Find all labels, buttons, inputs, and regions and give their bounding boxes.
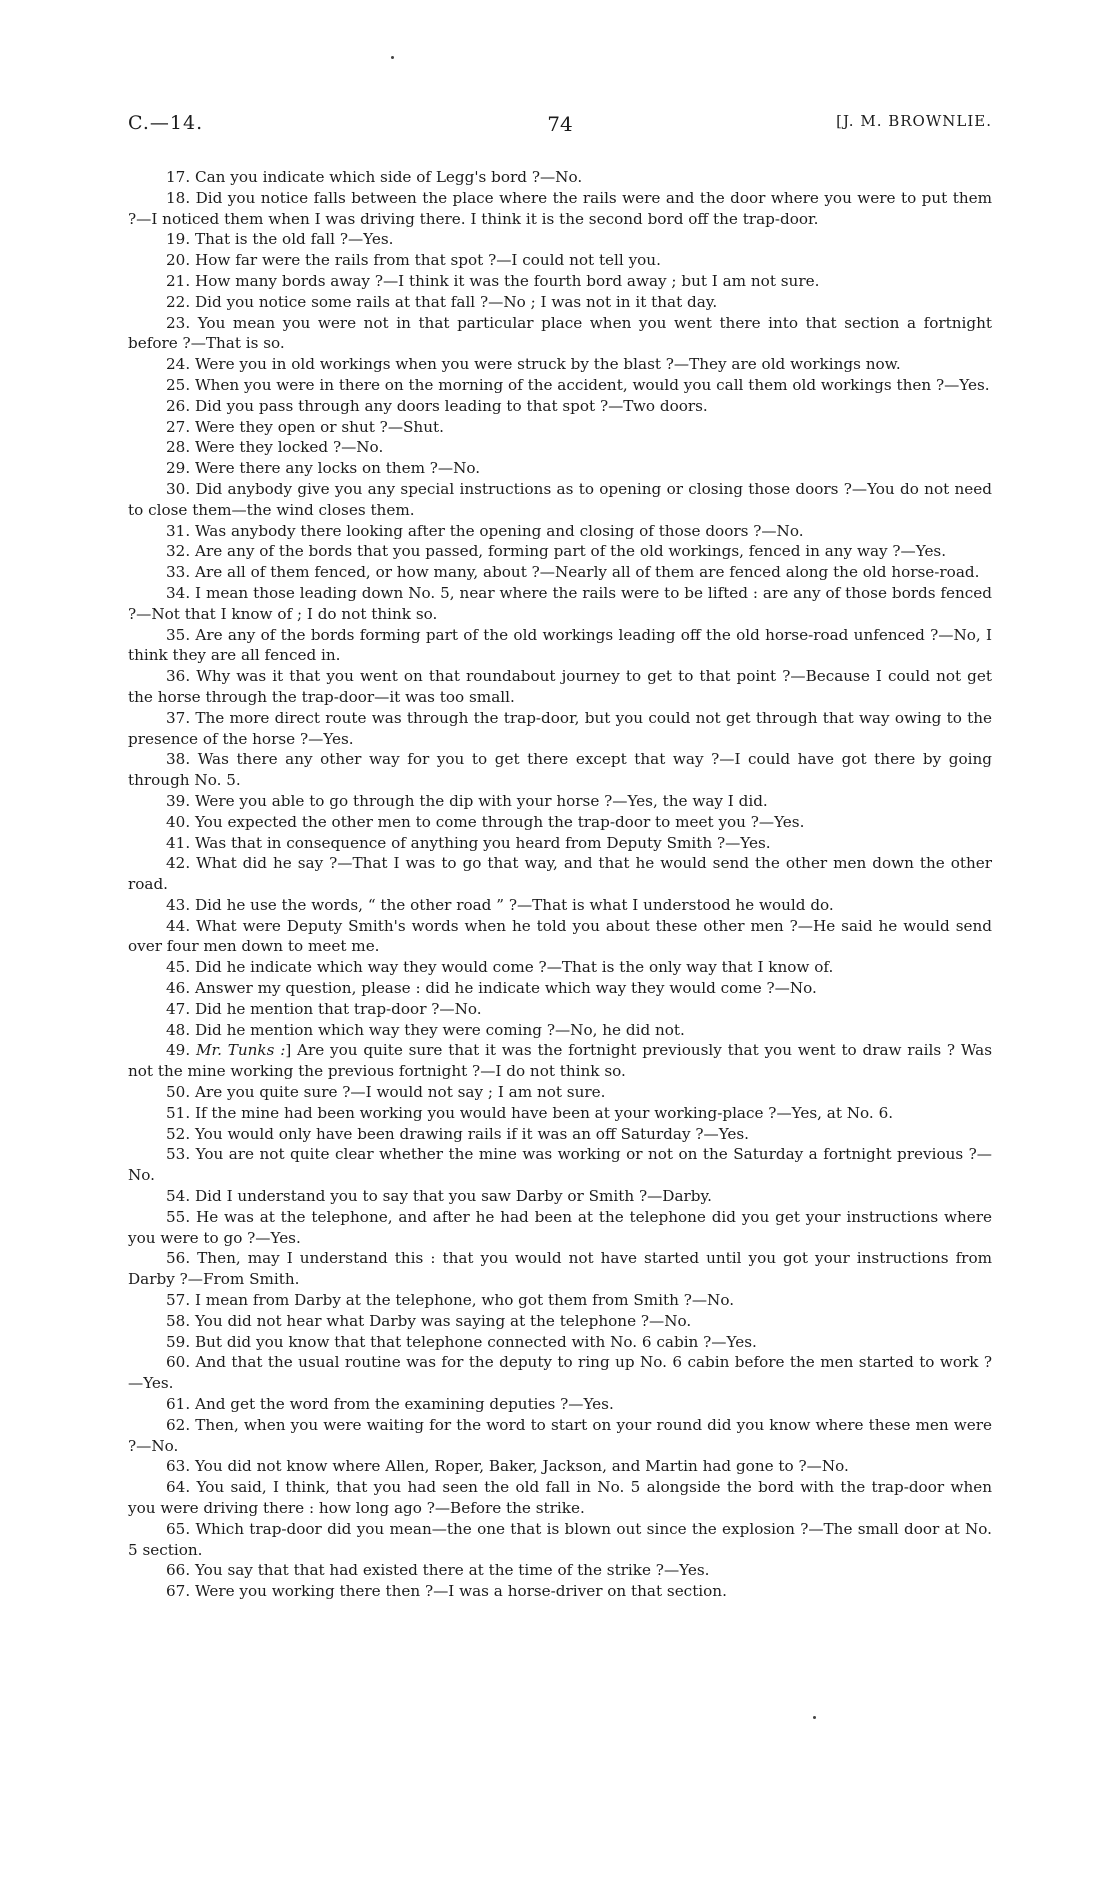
paragraph-text: 24. Were you in old workings when you were struck by the blast ?—They are old workings now. <box>166 355 901 374</box>
paragraph-text: 60. And that the usual routine was for the deputy to ring up No. 6 cabin before the men started to work ?—Yes. <box>128 1353 992 1393</box>
question-answer-item <box>128 1207 992 1249</box>
paragraph-text: 22. Did you notice some rails at that fall ?—No ; I was not in it that day. <box>166 292 718 311</box>
question-answer-item <box>128 999 992 1020</box>
question-answer-item <box>128 188 992 230</box>
question-answer-item <box>128 1040 992 1082</box>
paragraph-text: 58. You did not hear what Darby was saying at the telephone ?—No. <box>166 1311 692 1330</box>
paragraph-text: 21. How many bords away ?—I think it was the fourth bord away ; but I am not sure. <box>166 271 820 290</box>
question-answer-item <box>128 1560 992 1581</box>
page-header <box>128 112 992 142</box>
paragraph-text: 54. Did I understand you to say that you saw Darby or Smith ?—Darby. <box>166 1187 712 1206</box>
question-answer-item <box>128 541 992 562</box>
paragraph-text: 67. Were you working there then ?—I was a horse-driver on that section. <box>166 1582 727 1601</box>
question-answer-item <box>128 666 992 708</box>
speck-mark <box>813 1716 816 1719</box>
question-answer-item <box>128 583 992 625</box>
paragraph-text: 66. You say that that had existed there at the time of the strike ?—Yes. <box>166 1561 710 1580</box>
paragraph-text: 49. <box>166 1041 196 1060</box>
paragraph-text: 59. But did you know that that telephone connected with No. 6 cabin ?—Yes. <box>166 1332 757 1351</box>
question-answer-item <box>128 749 992 791</box>
paragraph-text: 50. Are you quite sure ?—I would not say ; I am not sure. <box>166 1083 606 1102</box>
question-answer-item <box>128 916 992 958</box>
paragraph-text: 26. Did you pass through any doors leading to that spot ?—Two doors. <box>166 396 708 415</box>
paragraph-text: 37. The more direct route was through the trap-door, but you could not get through that way owing to the presence of the horse ?—Yes. <box>128 708 992 748</box>
question-answer-item <box>128 1144 992 1186</box>
question-answer-item <box>128 521 992 542</box>
page-number: 74 <box>547 112 573 136</box>
paragraph-text: 64. You said, I think, that you had seen the old fall in No. 5 alongside the bord with the trap-door when you were driving there : how long ago ?—Before the strike. <box>128 1478 992 1517</box>
paragraph-text: 28. Were they locked ?—No. <box>166 438 384 457</box>
question-answer-item <box>128 1456 992 1477</box>
question-answer-item <box>128 853 992 895</box>
question-answer-item <box>128 1020 992 1041</box>
paragraph-text: 63. You did not know where Allen, Roper, Baker, Jackson, and Martin had gone to ?—No. <box>166 1457 849 1476</box>
question-answer-item <box>128 833 992 854</box>
paragraph-text: 42. What did he say ?—That I was to go that way, and that he would send the other men down the other road. <box>128 854 992 894</box>
question-answer-item <box>128 479 992 521</box>
paragraph-text: 40. You expected the other men to come through the trap-door to meet you ?—Yes. <box>166 812 805 831</box>
question-answer-item <box>128 437 992 458</box>
question-answer-item <box>128 396 992 417</box>
question-answer-item <box>128 1124 992 1145</box>
paragraph-text: 31. Was anybody there looking after the opening and closing of those doors ?—No. <box>166 521 804 540</box>
paragraph-text: 23. You mean you were not in that particular place when you went there into that section a fortnight before ?—That is so. <box>128 313 992 353</box>
paragraph-text: 32. Are any of the bords that you passed, forming part of the old workings, fenced in any way ?—Yes. <box>166 542 947 561</box>
paragraph-text: 38. Was there any other way for you to get there except that way ?—I could have got there by going through No. 5. <box>128 750 992 790</box>
paragraph-text: 39. Were you able to go through the dip with your horse ?—Yes, the way I did. <box>166 791 768 810</box>
speaker-label: Mr. Tunks : <box>195 1041 286 1060</box>
paragraph-text: 47. Did he mention that trap-door ?—No. <box>166 999 482 1018</box>
question-answer-item <box>128 250 992 271</box>
question-answer-item <box>128 1477 992 1519</box>
question-answer-item <box>128 375 992 396</box>
paragraph-text: 45. Did he indicate which way they would come ?—That is the only way that I know of. <box>166 958 834 977</box>
paragraph-text: 17. Can you indicate which side of Legg's bord ?—No. <box>166 168 583 186</box>
question-answer-item <box>128 292 992 313</box>
paragraph-text: 20. How far were the rails from that spot ?—I could not tell you. <box>166 251 661 270</box>
question-answer-item <box>128 957 992 978</box>
paragraph-text: 36. Why was it that you went on that roundabout journey to get to that point ?—Because I could not get the horse through the trap-door—it was too small. <box>128 667 992 706</box>
paragraph-text: 29. Were there any locks on them ?—No. <box>166 459 481 478</box>
question-answer-item <box>128 625 992 667</box>
paragraph-text: 48. Did he mention which way they were coming ?—No, he did not. <box>166 1020 685 1039</box>
question-answer-item <box>128 562 992 583</box>
speck-mark <box>391 56 394 59</box>
paragraph-text: 30. Did anybody give you any special instructions as to opening or closing those doors ?—You do not need to close them—the wind closes them. <box>128 479 992 519</box>
question-answer-item <box>128 313 992 355</box>
question-answer-item <box>128 167 992 188</box>
question-answer-item <box>128 354 992 375</box>
paragraph-text: 35. Are any of the bords forming part of the old workings leading off the old horse-road unfenced ?—No, I think they are all fenced in. <box>128 625 992 665</box>
question-answer-item <box>128 1332 992 1353</box>
document-reference: C.—14. <box>128 112 204 134</box>
question-answer-item <box>128 1394 992 1415</box>
paragraph-text: 25. When you were in there on the morning of the accident, would you call them old workings then ?—Yes. <box>166 375 990 394</box>
question-answer-item <box>128 1581 992 1602</box>
paragraph-text: 65. Which trap-door did you mean—the one that is blown out since the explosion ?—The small door at No. 5 section. <box>128 1519 992 1559</box>
paragraph-text: 34. I mean those leading down No. 5, near where the rails were to be lifted : are any of those bords fenced ?—Not that I know of ; I do not think so. <box>128 583 992 623</box>
question-answer-item <box>128 1311 992 1332</box>
paragraph-text: 62. Then, when you were waiting for the word to start on your round did you know where these men were ?—No. <box>128 1415 992 1455</box>
question-answer-item <box>128 458 992 479</box>
question-answer-item <box>128 1248 992 1290</box>
paragraph-text: 44. What were Deputy Smith's words when he told you about these other men ?—He said he would send over four men down to meet me. <box>128 916 992 956</box>
paragraph-text: 18. Did you notice falls between the place where the rails were and the door where you were to put them ?—I noticed them when I was driving there. I think it is the second bord off the trap-door. <box>128 188 992 228</box>
question-answer-item <box>128 1519 992 1561</box>
question-answer-item <box>128 708 992 750</box>
question-answer-item <box>128 812 992 833</box>
question-answer-item <box>128 417 992 438</box>
paragraph-text: 52. You would only have been drawing rails if it was an off Saturday ?—Yes. <box>166 1124 750 1143</box>
question-answer-item <box>128 1352 992 1394</box>
question-answer-item <box>128 1415 992 1457</box>
question-answer-item <box>128 1290 992 1311</box>
paragraph-text: 55. He was at the telephone, and after he had been at the telephone did you get your instructions where you were to go ?—Yes. <box>128 1207 992 1247</box>
paragraph-text-continued: ] Are you quite sure that it was the fortnight previously that you went to draw rails ? Was not the mine working the previous fortnight ?—I do not think so. <box>128 1041 992 1081</box>
paragraph-text: 57. I mean from Darby at the telephone, who got them from Smith ?—No. <box>166 1291 735 1310</box>
paragraph-text: 19. That is the old fall ?—Yes. <box>166 230 394 249</box>
question-answer-item <box>128 229 992 250</box>
question-answer-item <box>128 1082 992 1103</box>
paragraph-text: 27. Were they open or shut ?—Shut. <box>166 417 444 436</box>
question-answer-item <box>128 1103 992 1124</box>
paragraph-text: 53. You are not quite clear whether the mine was working or not on the Saturday a fortnight previous ?—No. <box>128 1145 992 1185</box>
witness-name: [J. M. BROWNLIE. <box>836 112 992 130</box>
paragraph-text: 46. Answer my question, please : did he indicate which way they would come ?—No. <box>166 979 817 998</box>
paragraph-text: 51. If the mine had been working you would have been at your working-place ?—Yes, at No. 6. <box>166 1103 894 1122</box>
question-answer-item <box>128 271 992 292</box>
paragraph-text: 33. Are all of them fenced, or how many, about ?—Nearly all of them are fenced along the old horse-road. <box>166 563 980 582</box>
question-answer-item <box>128 978 992 999</box>
question-answer-item <box>128 895 992 916</box>
paragraph-text: 41. Was that in consequence of anything you heard from Deputy Smith ?—Yes. <box>166 833 771 852</box>
question-answer-item <box>128 791 992 812</box>
question-answer-item <box>128 1186 992 1207</box>
paragraph-text: 56. Then, may I understand this : that you would not have started until you got your instructions from Darby ?—From Smith. <box>128 1249 992 1289</box>
paragraph-text: 61. And get the word from the examining deputies ?—Yes. <box>166 1395 614 1414</box>
testimony-body <box>128 167 992 1602</box>
paragraph-text: 43. Did he use the words, “ the other road ” ?—That is what I understood he would do. <box>166 895 834 914</box>
